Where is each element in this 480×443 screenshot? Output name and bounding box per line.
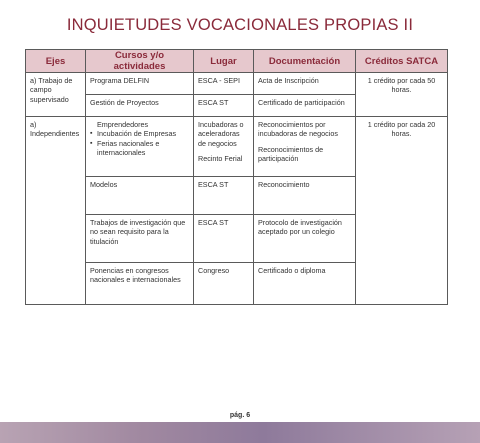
curso-cell: Programa DELFIN [86, 73, 194, 95]
lugar-cell: ESCA ST [194, 177, 254, 215]
creditos-cell: 1 crédito por cada 20 horas. [356, 117, 448, 305]
lugar-cell: ESCA - SEPI [194, 73, 254, 95]
curso-cell [86, 117, 194, 177]
curso-cell: Modelos [86, 177, 194, 215]
satca-table [25, 49, 448, 305]
list-item: ▪ Ferias nacionales e internacionales [90, 139, 189, 158]
eje-cell: a) Trabajo de campo supervisado [26, 73, 86, 117]
table-row [26, 73, 448, 95]
documentacion-cell: Protocolo de investigación aceptado por un colegio [254, 215, 356, 263]
header-creditos: Créditos SATCA [356, 50, 448, 73]
curso-cell: Ponencias en congresos nacionales e internacionales [86, 263, 194, 305]
list-item: ▪ Incubación de Empresas [90, 129, 189, 138]
lugar-item: Recinto Ferial [198, 154, 243, 164]
curso-cell: Gestión de Proyectos [86, 95, 194, 117]
page-number: pág. 6 [229, 412, 251, 419]
documentacion-cell: Reconocimiento [254, 177, 356, 215]
bottom-decorative-band [0, 422, 480, 443]
lugar-cell: ESCA ST [194, 215, 254, 263]
header-lugar: Lugar [194, 50, 254, 73]
lugar-cell: Congreso [194, 263, 254, 305]
doc-item: Reconocimientos por incubadoras de negocios [258, 120, 338, 139]
curso-item: Emprendedores [97, 120, 149, 129]
lugar-item: Incubadoras o aceleradoras de negocios [198, 120, 244, 148]
header-documentacion: Documentación [254, 50, 356, 73]
documentacion-cell [254, 117, 356, 177]
lugar-cell: ESCA ST [194, 95, 254, 117]
creditos-cell: 1 crédito por cada 50 horas. [356, 73, 448, 117]
curso-bullet-list [90, 129, 189, 157]
header-cursos: Cursos y/o actividades [86, 50, 194, 73]
doc-item: Reconocimientos de participación [258, 144, 324, 164]
header-ejes: Ejes [26, 50, 86, 73]
documentacion-cell: Acta de Inscripción [254, 73, 356, 95]
lugar-cell [194, 117, 254, 177]
documentacion-cell: Certificado de participación [254, 95, 356, 117]
curso-cell: Trabajos de investigación que no sean requisito para la titulación [86, 215, 194, 263]
table-row [26, 117, 448, 177]
eje-cell: a) Independientes [26, 117, 86, 305]
page-title: INQUIETUDES VOCACIONALES PROPIAS II [66, 16, 414, 34]
table-header-row [26, 50, 448, 73]
documentacion-cell: Certificado o diploma [254, 263, 356, 305]
